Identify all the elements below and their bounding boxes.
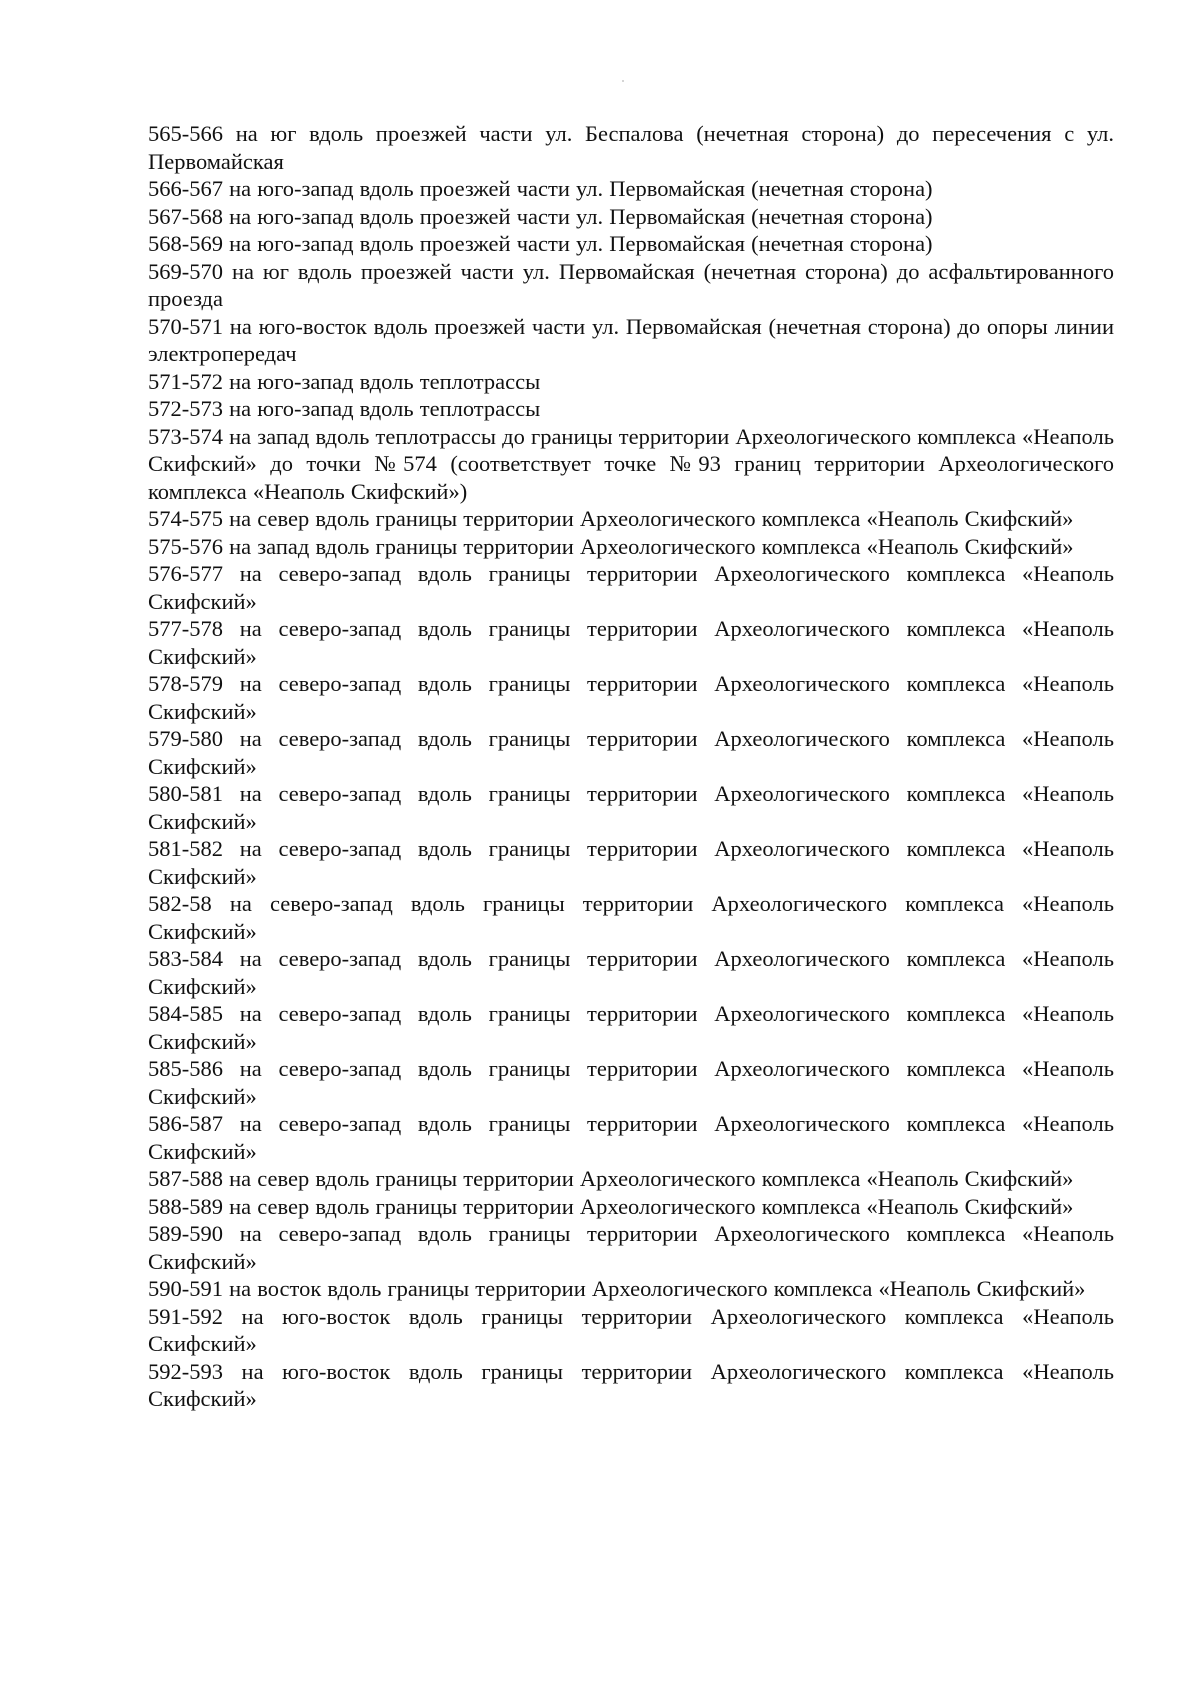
boundary-segment-586-587: 586-587 на северо-запад вдоль границы территории Археологического комплекса «Неаполь Скифский» [148,1111,1114,1164]
boundary-segment-574-575: 574-575 на север вдоль границы территории Археологического комплекса «Неаполь Скифский» [148,506,1074,531]
boundary-segment-569-570: 569-570 на юг вдоль проезжей части ул. Первомайская (нечетная сторона) до асфальтированного проезда [148,258,1114,311]
boundary-segment-573-574: 573-574 на запад вдоль теплотрассы до границы территории Археологического комплекса «Неаполь Скифский» до точки №574 (соответствует точке №93 границ территории Археологического комплекса «Неаполь Скифский») [148,423,1114,504]
boundary-segment-571-572: 571-572 на юго-запад вдоль теплотрассы [148,368,541,394]
document-body [148,120,1114,1413]
scan-artifact [622,80,624,82]
boundary-segment-568-569: 568-569 на юго-запад вдоль проезжей части ул. Первомайская (нечетная сторона) [148,231,933,256]
boundary-segment-565-566: 565-566 на юг вдоль проезжей части ул. Беспалова (нечетная сторона) до пересечения с ул. Первомайская [148,121,1114,174]
boundary-segment-570-571: 570-571 на юго-восток вдоль проезжей части ул. Первомайская (нечетная сторона) до опоры линии электропередач [148,313,1114,366]
boundary-segment-572-573: 572-573 на юго-запад вдоль теплотрассы [148,396,541,421]
boundary-segment-589-590: 589-590 на северо-запад вдоль границы территории Археологического комплекса «Неаполь Скифский» [148,1221,1114,1274]
boundary-segment-577-578: 577-578 на северо-запад вдоль границы территории Археологического комплекса «Неаполь Скифский» [148,616,1114,669]
boundary-segment-578-579: 578-579 на северо-запад вдоль границы территории Археологического комплекса «Неаполь Скифский» [148,671,1114,724]
boundary-segment-585-586: 585-586 на северо-запад вдоль границы территории Археологического комплекса «Неаполь Скифский» [148,1056,1114,1109]
boundary-segment-582-58: 582-58 на северо-запад вдоль границы территории Археологического комплекса «Неаполь Скифский» [148,891,1114,944]
boundary-segment-584-585: 584-585 на северо-запад вдоль границы территории Археологического комплекса «Неаполь Скифский» [148,1001,1114,1054]
boundary-segment-567-568: 567-568 на юго-запад вдоль проезжей части ул. Первомайская (нечетная сторона) [148,203,933,229]
boundary-segment-588-589: 588-589 на север вдоль границы территории Археологического комплекса «Неаполь Скифский» [148,1193,1074,1219]
boundary-segment-587-588: 587-588 на север вдоль границы территории Археологического комплекса «Неаполь Скифский» [148,1166,1074,1191]
boundary-segment-575-576: 575-576 на запад вдоль границы территории Археологического комплекса «Неаполь Скифский» [148,533,1074,559]
boundary-segment-580-581: 580-581 на северо-запад вдоль границы территории Археологического комплекса «Неаполь Скифский» [148,781,1114,834]
boundary-segment-579-580: 579-580 на северо-запад вдоль границы территории Археологического комплекса «Неаполь Скифский» [148,726,1114,779]
boundary-segment-592-593: 592-593 на юго-восток вдоль границы территории Археологического комплекса «Неаполь Скифский» [148,1358,1114,1411]
boundary-segment-590-591: 590-591 на восток вдоль границы территории Археологического комплекса «Неаполь Скифский» [148,1276,1086,1301]
boundary-segment-576-577: 576-577 на северо-запад вдоль границы территории Археологического комплекса «Неаполь Скифский» [148,561,1114,614]
boundary-segment-581-582: 581-582 на северо-запад вдоль границы территории Археологического комплекса «Неаполь Скифский» [148,836,1114,889]
boundary-segment-566-567: 566-567 на юго-запад вдоль проезжей части ул. Первомайская (нечетная сторона) [148,176,933,201]
boundary-segment-591-592: 591-592 на юго-восток вдоль границы территории Археологического комплекса «Неаполь Скифский» [148,1303,1114,1356]
boundary-segment-583-584: 583-584 на северо-запад вдоль границы территории Археологического комплекса «Неаполь Скифский» [148,946,1114,999]
